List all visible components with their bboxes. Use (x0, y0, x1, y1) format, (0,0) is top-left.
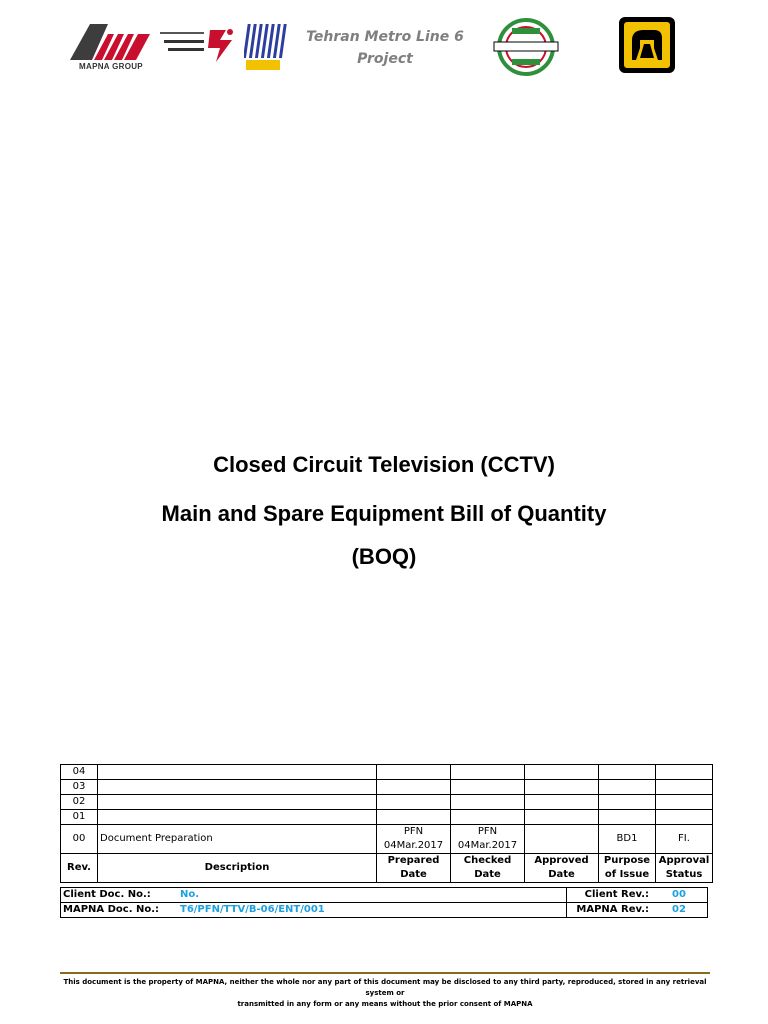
revision-row (61, 765, 713, 780)
header-description: Description (98, 854, 377, 883)
rev-cell: 03 (61, 780, 98, 795)
client-rev-value: 00 (651, 888, 708, 903)
mapna-doc-row (61, 903, 708, 918)
project-title-line2: Project (357, 51, 413, 67)
client-doc-value: No. (178, 888, 567, 903)
revision-table (60, 764, 713, 883)
mapna-doc-label: MAPNA Doc. No.: (61, 903, 179, 918)
rev-cell: 01 (61, 810, 98, 825)
mapna-rev-value: 02 (651, 903, 708, 918)
mapna-logo (68, 20, 154, 72)
header-approved: Approved Date (525, 854, 599, 883)
project-title-line1: Tehran Metro Line 6 (306, 29, 464, 45)
revision-row (61, 810, 713, 825)
client-rev-label: Client Rev.: (567, 888, 652, 903)
doc-number-table (60, 887, 708, 918)
header-checked: Checked Date (451, 854, 525, 883)
client-doc-row (61, 888, 708, 903)
document-title-line1: Closed Circuit Television (CCTV) (213, 452, 555, 477)
revision-row (61, 825, 713, 854)
header-rev: Rev. (61, 854, 98, 883)
shahr-ayeh-logo (160, 24, 240, 68)
footer-line2: transmitted in any form or any means without the prior consent of MAPNA (237, 1000, 533, 1008)
status-cell: FI. (656, 825, 713, 854)
description-cell: Document Preparation (98, 825, 377, 854)
tehran-seal-logo (490, 18, 562, 76)
footer-line1: This document is the property of MAPNA, neither the whole nor any part of this document may be disclosed to any third party, reproduced, stored in any retrieval system or (63, 978, 707, 997)
document-title-line3: (BOQ) (351, 544, 417, 569)
project-title (300, 26, 470, 70)
sebir-logo (244, 22, 294, 72)
mapna-logo-text: MAPNA GROUP (79, 62, 143, 71)
header-purpose: Purpose of Issue (599, 854, 656, 883)
rev-cell: 00 (61, 825, 98, 854)
revision-header-row (61, 854, 713, 883)
footer-divider (60, 972, 710, 974)
prepared-cell: PFN 04Mar.2017 (377, 825, 451, 854)
rev-cell: 04 (61, 765, 98, 780)
document-title-line2: Main and Spare Equipment Bill of Quantity (161, 501, 607, 526)
client-doc-label: Client Doc. No.: (61, 888, 179, 903)
mapna-rev-label: MAPNA Rev.: (567, 903, 652, 918)
checked-cell: PFN 04Mar.2017 (451, 825, 525, 854)
purpose-cell: BD1 (599, 825, 656, 854)
revision-row (61, 795, 713, 810)
header-status: Approval Status (656, 854, 713, 883)
tehran-metro-logo (618, 16, 676, 74)
footer-disclaimer (60, 977, 710, 1010)
approved-cell (525, 825, 599, 854)
mapna-doc-value: T6/PFN/TTV/B-06/ENT/001 (178, 903, 567, 918)
revision-row (61, 780, 713, 795)
rev-cell: 02 (61, 795, 98, 810)
header-prepared: Prepared Date (377, 854, 451, 883)
